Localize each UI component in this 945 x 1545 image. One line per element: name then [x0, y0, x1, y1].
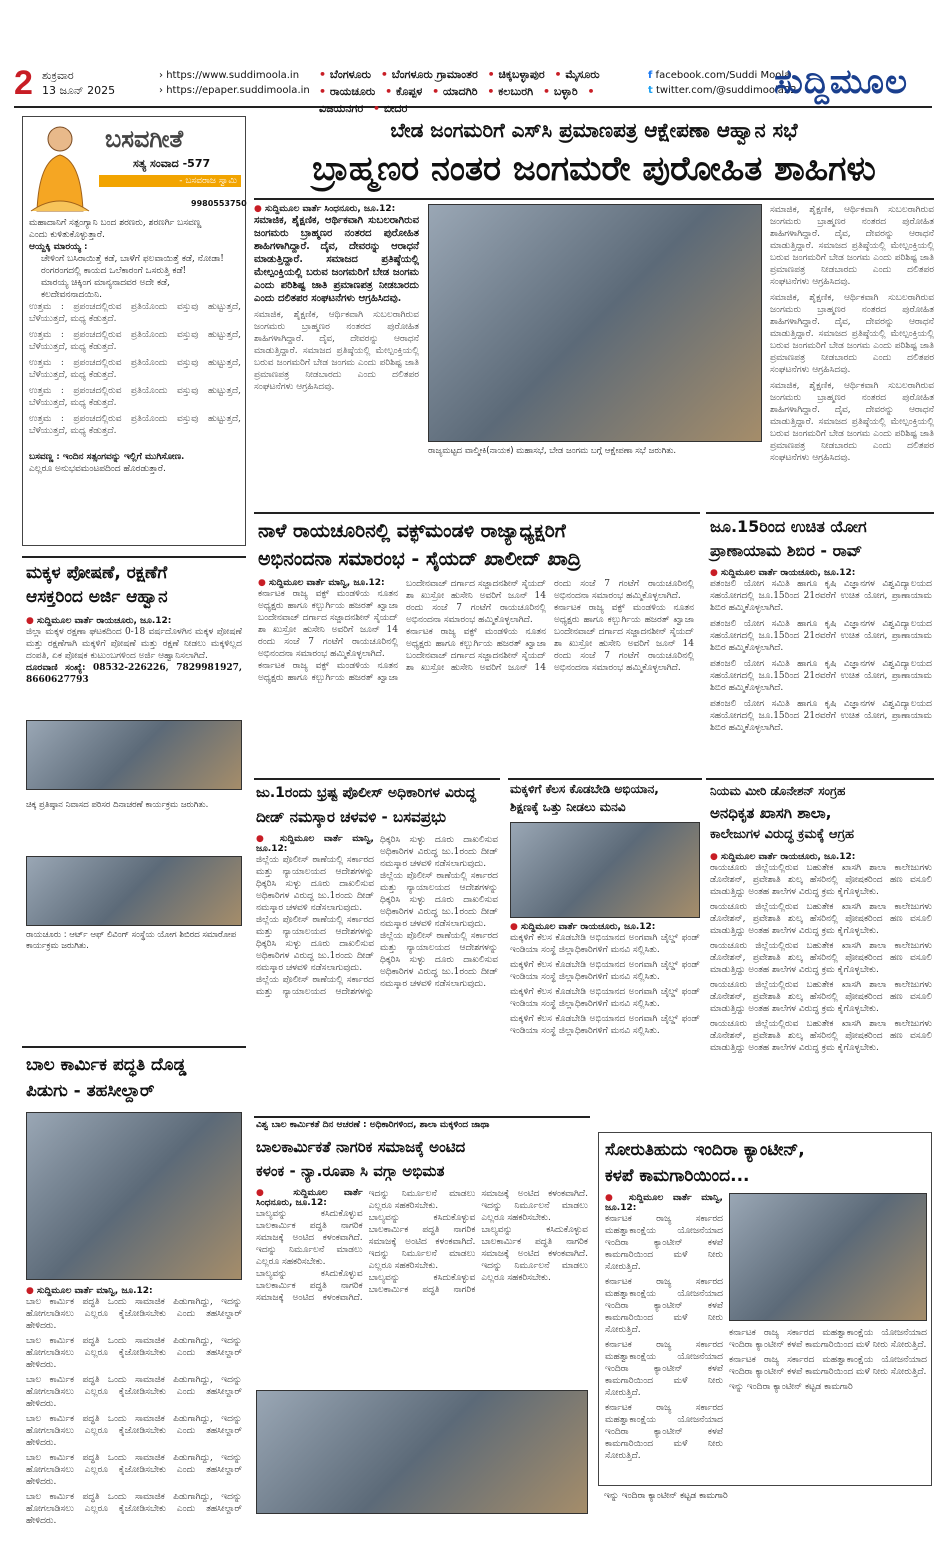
city-row-2	[319, 83, 644, 117]
facebook-link[interactable]: f facebook.com/Suddi Moola	[648, 70, 791, 81]
column-author: - ಬಸವರಾಜ ಸ್ವಾಮಿ	[99, 175, 241, 187]
lead-kicker: ಬೇಡ ಜಂಗಮರಿಗೆ ಎಸ್‌ಸಿ ಪ್ರಮಾಣಪತ್ರ ಆಕ್ಷೇಪಣಾ ಆಹ್ವಾನ ಸಭೆ	[390, 118, 798, 142]
waqf-body: ● ಸುದ್ದಿಮೂಲ ವಾರ್ತೆ ಮಾನ್ವಿ, ಜೂ.12: ಕರ್ನಾಟಕ ರಾಜ್ಯ ವಕ್ಫ್ ಮಂಡಳಿಯ ನೂತನ ಅಧ್ಯಕ್ಷರು ಹಾಗೂ ಕಲ್ಬುರ್ಗಿಯ ಹಜರತ್ ಖ್ವಾಜಾ ಬಂದೇನವಾಜ್ ದರ್ಗಾದ ಸಜ್ಜಾದನಶೀನ್ ಸೈಯದ್ ಶಾ ಖುಸ್ರೋ ಹುಸೇನಿ ಅವರಿಗೆ ಜೂನ್ 14 ರಂದು ಸಂಜೆ 7 ಗಂಟೆಗೆ ರಾಯಚೂರಿನಲ್ಲಿ ಅಭಿನಂದನಾ ಸಮಾರಂಭ ಹಮ್ಮಿಕೊಳ್ಳಲಾಗಿದೆ. ಕರ್ನಾಟಕ ರಾಜ್ಯ ವಕ್ಫ್ ಮಂಡಳಿಯ ನೂತನ ಅಧ್ಯಕ್ಷರು ಹಾಗೂ ಕಲ್ಬುರ್ಗಿಯ ಹಜರತ್ ಖ್ವಾಜಾ ಬಂದೇನವಾಜ್ ದರ್ಗಾದ ಸಜ್ಜಾದನಶೀನ್ ಸೈಯದ್ ಶಾ ಖುಸ್ರೋ ಹುಸೇನಿ ಅವರಿಗೆ ಜೂನ್ 14 ರಂದು ಸಂಜೆ 7 ಗಂಟೆಗೆ ರಾಯಚೂರಿನಲ್ಲಿ ಅಭಿನಂದನಾ ಸಮಾರಂಭ ಹಮ್ಮಿಕೊಳ್ಳಲಾಗಿದೆ. ಕರ್ನಾಟಕ ರಾಜ್ಯ ವಕ್ಫ್ ಮಂಡಳಿಯ ನೂತನ ಅಧ್ಯಕ್ಷರು ಹಾಗೂ ಕಲ್ಬುರ್ಗಿಯ ಹಜರತ್ ಖ್ವಾಜಾ ಬಂದೇನವಾಜ್ ದರ್ಗಾದ ಸಜ್ಜಾದನಶೀನ್ ಸೈಯದ್ ಶಾ ಖುಸ್ರೋ ಹುಸೇನಿ ಅವರಿಗೆ ಜೂನ್ 14 ರಂದು ಸಂಜೆ 7 ಗಂಟೆಗೆ ರಾಯಚೂರಿನಲ್ಲಿ ಅಭಿನಂದನಾ ಸಮಾರಂಭ ಹಮ್ಮಿಕೊಳ್ಳಲಾಗಿದೆ. ಕರ್ನಾಟಕ ರಾಜ್ಯ ವಕ್ಫ್ ಮಂಡಳಿಯ ನೂತನ ಅಧ್ಯಕ್ಷರು ಹಾಗೂ ಕಲ್ಬುರ್ಗಿಯ ಹಜರತ್ ಖ್ವಾಜಾ ಬಂದೇನವಾಜ್ ದರ್ಗಾದ ಸಜ್ಜಾದನಶೀನ್ ಸೈಯದ್ ಶಾ ಖುಸ್ರೋ ಹುಸೇನಿ ಅವರಿಗೆ ಜೂನ್ 14 ರಂದು ಸಂಜೆ 7 ಗಂಟೆಗೆ ರಾಯಚೂರಿನಲ್ಲಿ ಅಭಿನಂದನಾ ಸಮಾರಂಭ ಹಮ್ಮಿಕೊಳ್ಳಲಾಗಿದೆ.	[258, 578, 694, 773]
website-link[interactable]: › https://www.suddimoola.in	[159, 70, 300, 81]
stigma-photo	[256, 1390, 588, 1514]
issue-date-text: 13 ಜೂನ್ 2025	[42, 84, 116, 97]
teaching-headline-2: ಶಿಕ್ಷಣಕ್ಕೆ ಒತ್ತು ನೀಡಲು ಮನವಿ	[510, 800, 626, 814]
nutrition-body: ● ಸುದ್ದಿಮೂಲ ವಾರ್ತೆ ರಾಯಚೂರು, ಜೂ.12: ಜಿಲ್ಲಾ ಮಕ್ಕಳ ರಕ್ಷಣಾ ಘಟಕದಿಂದ 0-18 ವರ್ಷದೊಳಗಿನ ಮಕ್ಕಳ ಪೋಷಣೆ ಮತ್ತು ರಕ್ಷಣೆಗಾಗಿ ಮಕ್ಕಳಿಗೆ ಪೋಷಣೆ ಮತ್ತು ರಕ್ಷಣೆ ನೀಡಲು ಮಕ್ಕಳಿಲ್ಲದ ದಂಪತಿ, ಏಕ ಪೋಷಕ ಕುಟುಂಬಗಳಿಂದ ಅರ್ಜಿ ಆಹ್ವಾನಿಸಲಾಗಿದೆ. ದೂರವಾಣಿ ಸಂಖ್ಯೆ: 08532-226226, 7829981927, 8660627793	[26, 616, 242, 716]
page-number: 2	[14, 64, 33, 102]
lead-rule	[254, 198, 934, 200]
lead-headline: ಬ್ರಾಹ್ಮಣರ ನಂತರ ಜಂಗಮರೇ ಪುರೋಹಿತ ಶಾಹಿಗಳು	[312, 149, 876, 189]
stigma-story	[254, 1116, 590, 1516]
column-phone: 9980553750	[191, 199, 247, 208]
column-body: ಮಹಾದಾನಿಗೆ ಸತ್ಪಂಗ್ಯಾನಿ ಬಂದ ಶರಣರು, ಶರಣರ್ಗಿ ಬಸವಣ್ಣ ಎಂದು ಕುಳಿತುಕೊಳ್ಳುತ್ತಾರೆ. ಆಯ್ದಕ್ಕಿ ಮಾರಯ್ಯ : ಚೇಳಿಂಗೆ ಬಸಿರಾಯಿತ್ತೆ ಕಡೆ, ಬಾಳೆಗೆ ಫಲವಾಯಿತ್ತೆ ಕಡೆ, ನೋಡಾ! ರಂಗರಂಗದಲ್ಲಿ ಕಾಯದ ಒಲೆಕಾರಂಗೆ ಒಸರುತ್ತಿ ಕಡೆ! ಮಾರಯ್ಯ ಚಿಕ್ಕಿಂಗ ಮಾನ್ಯನಾದವರ ಅದೇ ಕಡೆ, ಕಲದೇವನನಾದಯಿನಿ. ಉತ್ತಮ : ಪ್ರಪಂಚದಲ್ಲಿರುವ ಪ್ರತಿಯೊಂದು ವಸ್ತುವು ಹುಟ್ಟುತ್ತದೆ, ಬೆಳೆಯುತ್ತದೆ, ಮಧ್ಯ ಕೆಡುತ್ತದೆ. ಉತ್ತಮ : ಪ್ರಪಂಚದಲ್ಲಿರುವ ಪ್ರತಿಯೊಂದು ವಸ್ತುವು ಹುಟ್ಟುತ್ತದೆ, ಬೆಳೆಯುತ್ತದೆ, ಮಧ್ಯ ಕೆಡುತ್ತದೆ. ಉತ್ತಮ : ಪ್ರಪಂಚದಲ್ಲಿರುವ ಪ್ರತಿಯೊಂದು ವಸ್ತುವು ಹುಟ್ಟುತ್ತದೆ, ಬೆಳೆಯುತ್ತದೆ, ಮಧ್ಯ ಕೆಡುತ್ತದೆ. ಉತ್ತಮ : ಪ್ರಪಂಚದಲ್ಲಿರುವ ಪ್ರತಿಯೊಂದು ವಸ್ತುವು ಹುಟ್ಟುತ್ತದೆ, ಬೆಳೆಯುತ್ತದೆ, ಮಧ್ಯ ಕೆಡುತ್ತದೆ. ಉತ್ತಮ : ಪ್ರಪಂಚದಲ್ಲಿರುವ ಪ್ರತಿಯೊಂದು ವಸ್ತುವು ಹುಟ್ಟುತ್ತದೆ, ಬೆಳೆಯುತ್ತದೆ, ಮಧ್ಯ ಕೆಡುತ್ತದೆ. ಬಸವಣ್ಣ : ಇಂದಿನ ಸತ್ಸಂಗವನ್ನು ಇಲ್ಲಿಗೆ ಮುಗಿಸೋಣ. ಎಲ್ಲರೂ ಅನುಭವಮಂಟಪದಿಂದ ಹೊರಡುತ್ತಾರೆ.	[29, 218, 241, 474]
police-headline-2: ದೀಡ್ ನಮಸ್ಕಾರ ಚಳವಳಿ - ಬಸವಪ್ರಭು	[256, 808, 447, 826]
web-links	[159, 68, 310, 98]
basava-geethe-column	[22, 116, 246, 546]
photo-1-caption: ಚಿಕ್ಕ ಪ್ರತಿಷ್ಠಾನ ನಿವಾಸದ ಪರಿಸರ ದಿನಾಚರಣೆ ಕಾರ್ಯಕ್ರಮ ಜರುಗಿತು.	[26, 800, 209, 810]
child-labor-headline-2: ಪಿಡುಗು - ತಹಸೀಲ್ದಾರ್	[26, 1081, 155, 1101]
canteen-headline-1: ಸೋರುತಿಹುದು ಇಂದಿರಾ ಕ್ಯಾಂಟೀನ್,	[605, 1140, 805, 1160]
lead-story	[254, 116, 934, 511]
stigma-kicker: ವಿಶ್ವ ಬಾಲ ಕಾರ್ಮಿಕತೆ ದಿನ ಆಚರಣೆ : ಅಧಿಕಾರಿಗಳಿಂದ, ಶಾಲಾ ಮಕ್ಕಳಿಂದ ಜಾಥಾ	[256, 1120, 490, 1130]
child-labor-story	[22, 1046, 246, 1526]
column-title: ಬಸವಗೀತೆ	[105, 125, 184, 153]
masthead	[14, 62, 932, 115]
city-ballari[interactable]: • ಬಳ್ಳಾರಿ	[543, 85, 578, 98]
lead-right-column: ಸಮಾಜಿಕ, ಶೈಕ್ಷಣಿಕ, ಆರ್ಥಿಕವಾಗಿ ಸುಬಲರಾಗಿರುವ ಜಂಗಮರು ಬ್ರಾಹ್ಮಣರ ನಂತರದ ಪುರೋಹಿತ ಶಾಹಿಗಳಾಗಿದ್ದಾರೆ. ದೈವ, ದೇವರನ್ನು ಆರಾಧನೆ ಮಾಡುತ್ತಿದ್ದಾರೆ. ಸಮಾಜದ ಪ್ರತಿಷ್ಠೆಯಲ್ಲಿ ಮೇಲ್ಪಂಕ್ತಿಯಲ್ಲಿ ಬರುವ ಜಂಗಮರಿಗೆ ಬೇಡ ಜಂಗಮ ಎಂದು ಪರಿಶಿಷ್ಟ ಜಾತಿ ಪ್ರಮಾಣಪತ್ರ ನೀಡಬಾರದು ಎಂದು ದಲಿತಪರ ಸಂಘಟನೆಗಳು ಆಗ್ರಹಿಸಿದವು. ಸಮಾಜಿಕ, ಶೈಕ್ಷಣಿಕ, ಆರ್ಥಿಕವಾಗಿ ಸುಬಲರಾಗಿರುವ ಜಂಗಮರು ಬ್ರಾಹ್ಮಣರ ನಂತರದ ಪುರೋಹಿತ ಶಾಹಿಗಳಾಗಿದ್ದಾರೆ. ದೈವ, ದೇವರನ್ನು ಆರಾಧನೆ ಮಾಡುತ್ತಿದ್ದಾರೆ. ಸಮಾಜದ ಪ್ರತಿಷ್ಠೆಯಲ್ಲಿ ಮೇಲ್ಪಂಕ್ತಿಯಲ್ಲಿ ಬರುವ ಜಂಗಮರಿಗೆ ಬೇಡ ಜಂಗಮ ಎಂದು ಪರಿಶಿಷ್ಟ ಜಾತಿ ಪ್ರಮಾಣಪತ್ರ ನೀಡಬಾರದು ಎಂದು ದಲಿತಪರ ಸಂಘಟನೆಗಳು ಆಗ್ರಹಿಸಿದವು. ಸಮಾಜಿಕ, ಶೈಕ್ಷಣಿಕ, ಆರ್ಥಿಕವಾಗಿ ಸುಬಲರಾಗಿರುವ ಜಂಗಮರು ಬ್ರಾಹ್ಮಣರ ನಂತರದ ಪುರೋಹಿತ ಶಾಹಿಗಳಾಗಿದ್ದಾರೆ. ದೈವ, ದೇವರನ್ನು ಆರಾಧನೆ ಮಾಡುತ್ತಿದ್ದಾರೆ. ಸಮಾಜದ ಪ್ರತಿಷ್ಠೆಯಲ್ಲಿ ಮೇಲ್ಪಂಕ್ತಿಯಲ್ಲಿ ಬರುವ ಜಂಗಮರಿಗೆ ಬೇಡ ಜಂಗಮ ಎಂದು ಪರಿಶಿಷ್ಟ ಜಾತಿ ಪ್ರಮಾಣಪತ್ರ ನೀಡಬಾರದು ಎಂದು ದಲಿತಪರ ಸಂಘಟನೆಗಳು ಆಗ್ರಹಿಸಿದವು.	[770, 205, 934, 463]
police-headline-1: ಜು.1ರಂದು ಭ್ರಷ್ಟ ಪೊಲೀಸ್ ಅಧಿಕಾರಿಗಳ ವಿರುದ್ಧ	[256, 785, 476, 801]
canteen-photo	[729, 1193, 927, 1321]
city-kalaburagi[interactable]: • ಕಲಬುರಗಿ	[487, 85, 533, 98]
photo-2-caption: ರಾಯಚೂರು : ಆರ್ಟ್ ಆಫ್ ಲಿವಿಂಗ್ ಸಂಸ್ಥೆಯ ಯೋಗ ಶಿಬಿರದ ಸಮಾರೋಪ ಕಾರ್ಯಕ್ರಮ ಜರುಗಿತು.	[26, 930, 237, 951]
lead-intro-column: ● ಸುದ್ದಿಮೂಲ ವಾರ್ತೆ ಸಿಂಧನೂರು, ಜೂ.12: ಸಮಾಜಿಕ, ಶೈಕ್ಷಣಿಕ, ಆರ್ಥಿಕವಾಗಿ ಸುಬಲರಾಗಿರುವ ಜಂಗಮರು ಬ್ರಾಹ್ಮಣರ ನಂತರದ ಪುರೋಹಿತ ಶಾಹಿಗಳಾಗಿದ್ದಾರೆ. ದೈವ, ದೇವರನ್ನು ಆರಾಧನೆ ಮಾಡುತ್ತಿದ್ದಾರೆ. ಸಮಾಜದ ಪ್ರತಿಷ್ಠೆಯಲ್ಲಿ ಮೇಲ್ಪಂಕ್ತಿಯಲ್ಲಿ ಬರುವ ಜಂಗಮರಿಗೆ ಬೇಡ ಜಂಗಮ ಎಂದು ಪರಿಶಿಷ್ಟ ಜಾತಿ ಪ್ರಮಾಣಪತ್ರ ನೀಡಬಾರದು ಎಂದು ದಲಿತಪರ ಸಂಘಟನೆಗಳು ಆಗ್ರಹಿಸಿದವು. ಸಮಾಜಿಕ, ಶೈಕ್ಷಣಿಕ, ಆರ್ಥಿಕವಾಗಿ ಸುಬಲರಾಗಿರುವ ಜಂಗಮರು ಬ್ರಾಹ್ಮಣರ ನಂತರದ ಪುರೋಹಿತ ಶಾಹಿಗಳಾಗಿದ್ದಾರೆ. ದೈವ, ದೇವರನ್ನು ಆರಾಧನೆ ಮಾಡುತ್ತಿದ್ದಾರೆ. ಸಮಾಜದ ಪ್ರತಿಷ್ಠೆಯಲ್ಲಿ ಮೇಲ್ಪಂಕ್ತಿಯಲ್ಲಿ ಬರುವ ಜಂಗಮರಿಗೆ ಬೇಡ ಜಂಗಮ ಎಂದು ಪರಿಶಿಷ್ಟ ಜಾತಿ ಪ್ರಮಾಣಪತ್ರ ನೀಡಬಾರದು ಎಂದು ದಲಿತಪರ ಸಂಘಟನೆಗಳು ಆಗ್ರಹಿಸಿದವು.	[254, 204, 419, 449]
stigma-headline-2: ಕಳಂಕ - ನ್ಯಾ.ರೂಪಾ ಸಿ ವಗ್ಗಾ ಅಭಿಮತ	[256, 1162, 445, 1180]
epaper-link[interactable]: › https://epaper.suddimoola.in	[159, 85, 310, 96]
child-labor-body: ● ಸುದ್ದಿಮೂಲ ವಾರ್ತೆ ಮಾನ್ವಿ, ಜೂ.12: ಬಾಲ ಕಾರ್ಮಿಕ ಪದ್ಧತಿ ಒಂದು ಸಾಮಾಜಿಕ ಪಿಡುಗಾಗಿದ್ದು, ಇದನ್ನು ಹೋಗಲಾಡಿಸಲು ಎಲ್ಲರೂ ಕೈಜೋಡಿಸಬೇಕು ಎಂದು ತಹಸೀಲ್ದಾರ್ ಹೇಳಿದರು. ಬಾಲ ಕಾರ್ಮಿಕ ಪದ್ಧತಿ ಒಂದು ಸಾಮಾಜಿಕ ಪಿಡುಗಾಗಿದ್ದು, ಇದನ್ನು ಹೋಗಲಾಡಿಸಲು ಎಲ್ಲರೂ ಕೈಜೋಡಿಸಬೇಕು ಎಂದು ತಹಸೀಲ್ದಾರ್ ಹೇಳಿದರು. ಬಾಲ ಕಾರ್ಮಿಕ ಪದ್ಧತಿ ಒಂದು ಸಾಮಾಜಿಕ ಪಿಡುಗಾಗಿದ್ದು, ಇದನ್ನು ಹೋಗಲಾಡಿಸಲು ಎಲ್ಲರೂ ಕೈಜೋಡಿಸಬೇಕು ಎಂದು ತಹಸೀಲ್ದಾರ್ ಹೇಳಿದರು. ಬಾಲ ಕಾರ್ಮಿಕ ಪದ್ಧತಿ ಒಂದು ಸಾಮಾಜಿಕ ಪಿಡುಗಾಗಿದ್ದು, ಇದನ್ನು ಹೋಗಲಾಡಿಸಲು ಎಲ್ಲರೂ ಕೈಜೋಡಿಸಬೇಕು ಎಂದು ತಹಸೀಲ್ದಾರ್ ಹೇಳಿದರು. ಬಾಲ ಕಾರ್ಮಿಕ ಪದ್ಧತಿ ಒಂದು ಸಾಮಾಜಿಕ ಪಿಡುಗಾಗಿದ್ದು, ಇದನ್ನು ಹೋಗಲಾಡಿಸಲು ಎಲ್ಲರೂ ಕೈಜೋಡಿಸಬೇಕು ಎಂದು ತಹಸೀಲ್ದಾರ್ ಹೇಳಿದರು. ಬಾಲ ಕಾರ್ಮಿಕ ಪದ್ಧತಿ ಒಂದು ಸಾಮಾಜಿಕ ಪಿಡುಗಾಗಿದ್ದು, ಇದನ್ನು ಹೋಗಲಾಡಿಸಲು ಎಲ್ಲರೂ ಕೈಜೋಡಿಸಬೇಕು ಎಂದು ತಹಸೀಲ್ದಾರ್ ಹೇಳಿದರು.	[26, 1286, 242, 1514]
donation-story	[706, 778, 934, 1112]
city-raichur[interactable]: • ರಾಯಚೂರು	[319, 85, 375, 98]
city-bengaluru-rural[interactable]: • ಬೆಂಗಳೂರು ಗ್ರಾಮಾಂತರ	[381, 68, 478, 81]
waqf-story	[254, 512, 700, 774]
nutrition-headline-2: ಆಸಕ್ತರಿಂದ ಅರ್ಜಿ ಆಹ್ವಾನ	[26, 587, 168, 607]
canteen-body-2: ಕರ್ನಾಟಕ ರಾಜ್ಯ ಸರ್ಕಾರದ ಮಹತ್ವಾಕಾಂಕ್ಷೆಯ ಯೋಜನೆಯಾದ ಇಂದಿರಾ ಕ್ಯಾಂಟೀನ್ ಕಳಪೆ ಕಾಮಗಾರಿಯಿಂದ ಮಳೆ ನೀರು ಸೋರುತ್ತಿದೆ. ಕರ್ನಾಟಕ ರಾಜ್ಯ ಸರ್ಕಾರದ ಮಹತ್ವಾಕಾಂಕ್ಷೆಯ ಯೋಜನೆಯಾದ ಇಂದಿರಾ ಕ್ಯಾಂಟೀನ್ ಕಳಪೆ ಕಾಮಗಾರಿಯಿಂದ ಮಳೆ ನೀರು ಸೋರುತ್ತಿದೆ. ಇನ್ನು ಇಂದಿರಾ ಕ್ಯಾಂಟೀನ್ ಕಟ್ಟಡ ಕಾಮಗಾರಿ	[729, 1328, 927, 1392]
canteen-body: ● ಸುದ್ದಿಮೂಲ ವಾರ್ತೆ ಮಾನ್ವಿ, ಜೂ.12: ಕರ್ನಾಟಕ ರಾಜ್ಯ ಸರ್ಕಾರದ ಮಹತ್ವಾಕಾಂಕ್ಷೆಯ ಯೋಜನೆಯಾದ ಇಂದಿರಾ ಕ್ಯಾಂಟೀನ್ ಕಳಪೆ ಕಾಮಗಾರಿಯಿಂದ ಮಳೆ ನೀರು ಸೋರುತ್ತಿದೆ. ಕರ್ನಾಟಕ ರಾಜ್ಯ ಸರ್ಕಾರದ ಮಹತ್ವಾಕಾಂಕ್ಷೆಯ ಯೋಜನೆಯಾದ ಇಂದಿರಾ ಕ್ಯಾಂಟೀನ್ ಕಳಪೆ ಕಾಮಗಾರಿಯಿಂದ ಮಳೆ ನೀರು ಸೋರುತ್ತಿದೆ. ಕರ್ನಾಟಕ ರಾಜ್ಯ ಸರ್ಕಾರದ ಮಹತ್ವಾಕಾಂಕ್ಷೆಯ ಯೋಜನೆಯಾದ ಇಂದಿರಾ ಕ್ಯಾಂಟೀನ್ ಕಳಪೆ ಕಾಮಗಾರಿಯಿಂದ ಮಳೆ ನೀರು ಸೋರುತ್ತಿದೆ. ಕರ್ನಾಟಕ ರಾಜ್ಯ ಸರ್ಕಾರದ ಮಹತ್ವಾಕಾಂಕ್ಷೆಯ ಯೋಜನೆಯಾದ ಇಂದಿರಾ ಕ್ಯಾಂಟೀನ್ ಕಳಪೆ ಕಾಮಗಾರಿಯಿಂದ ಮಳೆ ನೀರು ಸೋರುತ್ತಿದೆ.	[605, 1193, 723, 1483]
issue-date	[42, 68, 115, 98]
twitter-icon: t	[648, 85, 653, 96]
stigma-body: ● ಸುದ್ದಿಮೂಲ ವಾರ್ತೆ ಸಿಂಧನೂರು, ಜೂ.12: ಬಾಲ್ಯವನ್ನು ಕಸಿದುಕೊಳ್ಳುವ ಬಾಲಕಾರ್ಮಿಕ ಪದ್ಧತಿ ನಾಗರಿಕ ಸಮಾಜಕ್ಕೆ ಅಂಟಿದ ಕಳಂಕವಾಗಿದೆ. ಇದನ್ನು ನಿರ್ಮೂಲನೆ ಮಾಡಲು ಎಲ್ಲರೂ ಸಹಕರಿಸಬೇಕು. ಬಾಲ್ಯವನ್ನು ಕಸಿದುಕೊಳ್ಳುವ ಬಾಲಕಾರ್ಮಿಕ ಪದ್ಧತಿ ನಾಗರಿಕ ಸಮಾಜಕ್ಕೆ ಅಂಟಿದ ಕಳಂಕವಾಗಿದೆ. ಇದನ್ನು ನಿರ್ಮೂಲನೆ ಮಾಡಲು ಎಲ್ಲರೂ ಸಹಕರಿಸಬೇಕು. ಬಾಲ್ಯವನ್ನು ಕಸಿದುಕೊಳ್ಳುವ ಬಾಲಕಾರ್ಮಿಕ ಪದ್ಧತಿ ನಾಗರಿಕ ಸಮಾಜಕ್ಕೆ ಅಂಟಿದ ಕಳಂಕವಾಗಿದೆ. ಇದನ್ನು ನಿರ್ಮೂಲನೆ ಮಾಡಲು ಎಲ್ಲರೂ ಸಹಕರಿಸಬೇಕು. ಬಾಲ್ಯವನ್ನು ಕಸಿದುಕೊಳ್ಳುವ ಬಾಲಕಾರ್ಮಿಕ ಪದ್ಧತಿ ನಾಗರಿಕ ಸಮಾಜಕ್ಕೆ ಅಂಟಿದ ಕಳಂಕವಾಗಿದೆ. ಇದನ್ನು ನಿರ್ಮೂಲನೆ ಮಾಡಲು ಎಲ್ಲರೂ ಸಹಕರಿಸಬೇಕು. ಬಾಲ್ಯವನ್ನು ಕಸಿದುಕೊಳ್ಳುವ ಬಾಲಕಾರ್ಮಿಕ ಪದ್ಧತಿ ನಾಗರಿಕ ಸಮಾಜಕ್ಕೆ ಅಂಟಿದ ಕಳಂಕವಾಗಿದೆ. ಇದನ್ನು ನಿರ್ಮೂಲನೆ ಮಾಡಲು ಎಲ್ಲರೂ ಸಹಕರಿಸಬೇಕು.	[256, 1188, 588, 1384]
teaching-photo	[510, 822, 700, 918]
photo-2	[26, 856, 242, 926]
column-issue: ಸತ್ಯ ಸಂವಾದ -577	[133, 157, 211, 170]
donation-headline-2: ಕಾಲೇಜುಗಳ ವಿರುದ್ಧ ಕ್ರಮಕ್ಕೆ ಆಗ್ರಹ	[710, 827, 855, 842]
city-bidar[interactable]: • ಬೀದರ	[373, 102, 407, 115]
child-labor-headline-1: ಬಾಲ ಕಾರ್ಮಿಕ ಪದ್ಧತಿ ದೊಡ್ಡ	[26, 1055, 187, 1075]
sage-illustration	[27, 121, 93, 213]
city-yadgir[interactable]: • ಯಾದಗಿರಿ	[432, 85, 477, 98]
canteen-headline-2: ಕಳಪೆ ಕಾಮಗಾರಿಯಿಂದ...	[605, 1166, 750, 1186]
nutrition-story	[22, 556, 246, 796]
lead-photo-caption: ರಾಜ್ಯಮಟ್ಟದ ವಾಲ್ಮೀಕಿ(ನಾಯಕ) ಮಹಾಸಭೆ, ಬೇಡ ಜಂಗಮ ಬಗ್ಗೆ ಆಕ್ಷೇಪಣಾ ಸಭೆ ಜರುಗಿತು.	[428, 446, 677, 456]
twitter-link[interactable]: t twitter.com/@suddimoola22	[648, 85, 797, 96]
donation-headline-1: ಅನಧಿಕೃತ ಖಾಸಗಿ ಶಾಲಾ,	[710, 804, 832, 822]
lead-photo	[428, 204, 762, 442]
city-row-1	[319, 66, 644, 83]
city-mysuru[interactable]: • ಮೈಸೂರು	[555, 68, 600, 81]
yoga-body: ● ಸುದ್ದಿಮೂಲ ವಾರ್ತೆ ರಾಯಚೂರು, ಜೂ.12: ಪತಂಜಲಿ ಯೋಗ ಸಮಿತಿ ಹಾಗೂ ಕೃಷಿ ವಿಜ್ಞಾನಗಳ ವಿಶ್ವವಿದ್ಯಾಲಯದ ಸಹಯೋಗದಲ್ಲಿ ಜೂ.15ರಿಂದ 21ರವರೆಗೆ ಉಚಿತ ಯೋಗ, ಪ್ರಾಣಾಯಾಮ ಶಿಬಿರ ಹಮ್ಮಿಕೊಳ್ಳಲಾಗಿದೆ. ಪತಂಜಲಿ ಯೋಗ ಸಮಿತಿ ಹಾಗೂ ಕೃಷಿ ವಿಜ್ಞಾನಗಳ ವಿಶ್ವವಿದ್ಯಾಲಯದ ಸಹಯೋಗದಲ್ಲಿ ಜೂ.15ರಿಂದ 21ರವರೆಗೆ ಉಚಿತ ಯೋಗ, ಪ್ರಾಣಾಯಾಮ ಶಿಬಿರ ಹಮ್ಮಿಕೊಳ್ಳಲಾಗಿದೆ. ಪತಂಜಲಿ ಯೋಗ ಸಮಿತಿ ಹಾಗೂ ಕೃಷಿ ವಿಜ್ಞಾನಗಳ ವಿಶ್ವವಿದ್ಯಾಲಯದ ಸಹಯೋಗದಲ್ಲಿ ಜೂ.15ರಿಂದ 21ರವರೆಗೆ ಉಚಿತ ಯೋಗ, ಪ್ರಾಣಾಯಾಮ ಶಿಬಿರ ಹಮ್ಮಿಕೊಳ್ಳಲಾಗಿದೆ. ಪತಂಜಲಿ ಯೋಗ ಸಮಿತಿ ಹಾಗೂ ಕೃಷಿ ವಿಜ್ಞಾನಗಳ ವಿಶ್ವವಿದ್ಯಾಲಯದ ಸಹಯೋಗದಲ್ಲಿ ಜೂ.15ರಿಂದ 21ರವರೆಗೆ ಉಚಿತ ಯೋಗ, ಪ್ರಾಣಾಯಾಮ ಶಿಬಿರ ಹಮ್ಮಿಕೊಳ್ಳಲಾಗಿದೆ.	[710, 568, 932, 773]
teaching-headline-1: ಮಕ್ಕಳಿಗೆ ಕೆಲಸ ಕೊಡಬೇಡಿ ಅಭಿಯಾನ,	[510, 782, 659, 796]
stigma-headline-1: ಬಾಲಕಾರ್ಮಿಕತೆ ನಾಗರಿಕ ಸಮಾಜಕ್ಕೆ ಅಂಟಿದ	[256, 1138, 466, 1156]
facebook-icon: f	[648, 70, 653, 81]
child-labor-photo	[26, 1112, 242, 1280]
yoga-headline-1: ಜೂ.15ರಿಂದ ಉಚಿತ ಯೋಗ	[710, 517, 867, 536]
canteen-tail: ಇನ್ನು ಇಂದಿರಾ ಕ್ಯಾಂಟೀನ್ ಕಟ್ಟಡ ಕಾಮಗಾರಿ	[604, 1491, 728, 1501]
city-vijayanagar[interactable]: • ವಿಜಯನಗರ	[319, 85, 595, 115]
newspaper-logo: ಸುದ್ದಿಮೂಲ	[774, 62, 908, 102]
donation-body: ● ಸುದ್ದಿಮೂಲ ವಾರ್ತೆ ರಾಯಚೂರು, ಜೂ.12: ರಾಯಚೂರು ಜಿಲ್ಲೆಯಲ್ಲಿರುವ ಬಹುತೇಕ ಖಾಸಗಿ ಶಾಲಾ ಕಾಲೇಜುಗಳು ಡೊನೇಶನ್, ಪ್ರವೇಶಾತಿ ಶುಲ್ಕ ಹೆಸರಿನಲ್ಲಿ ಪೋಷಕರಿಂದ ಹಣ ವಸೂಲಿ ಮಾಡುತ್ತಿದ್ದು ಅಂತಹ ಶಾಲೆಗಳ ವಿರುದ್ಧ ಕ್ರಮ ಕೈಗೊಳ್ಳಬೇಕು. ರಾಯಚೂರು ಜಿಲ್ಲೆಯಲ್ಲಿರುವ ಬಹುತೇಕ ಖಾಸಗಿ ಶಾಲಾ ಕಾಲೇಜುಗಳು ಡೊನೇಶನ್, ಪ್ರವೇಶಾತಿ ಶುಲ್ಕ ಹೆಸರಿನಲ್ಲಿ ಪೋಷಕರಿಂದ ಹಣ ವಸೂಲಿ ಮಾಡುತ್ತಿದ್ದು ಅಂತಹ ಶಾಲೆಗಳ ವಿರುದ್ಧ ಕ್ರಮ ಕೈಗೊಳ್ಳಬೇಕು. ರಾಯಚೂರು ಜಿಲ್ಲೆಯಲ್ಲಿರುವ ಬಹುತೇಕ ಖಾಸಗಿ ಶಾಲಾ ಕಾಲೇಜುಗಳು ಡೊನೇಶನ್, ಪ್ರವೇಶಾತಿ ಶುಲ್ಕ ಹೆಸರಿನಲ್ಲಿ ಪೋಷಕರಿಂದ ಹಣ ವಸೂಲಿ ಮಾಡುತ್ತಿದ್ದು ಅಂತಹ ಶಾಲೆಗಳ ವಿರುದ್ಧ ಕ್ರಮ ಕೈಗೊಳ್ಳಬೇಕು. ರಾಯಚೂರು ಜಿಲ್ಲೆಯಲ್ಲಿರುವ ಬಹುತೇಕ ಖಾಸಗಿ ಶಾಲಾ ಕಾಲೇಜುಗಳು ಡೊನೇಶನ್, ಪ್ರವೇಶಾತಿ ಶುಲ್ಕ ಹೆಸರಿನಲ್ಲಿ ಪೋಷಕರಿಂದ ಹಣ ವಸೂಲಿ ಮಾಡುತ್ತಿದ್ದು ಅಂತಹ ಶಾಲೆಗಳ ವಿರುದ್ಧ ಕ್ರಮ ಕೈಗೊಳ್ಳಬೇಕು. ರಾಯಚೂರು ಜಿಲ್ಲೆಯಲ್ಲಿರುವ ಬಹುತೇಕ ಖಾಸಗಿ ಶಾಲಾ ಕಾಲೇಜುಗಳು ಡೊನೇಶನ್, ಪ್ರವೇಶಾತಿ ಶುಲ್ಕ ಹೆಸರಿನಲ್ಲಿ ಪೋಷಕರಿಂದ ಹಣ ವಸೂಲಿ ಮಾಡುತ್ತಿದ್ದು ಅಂತಹ ಶಾಲೆಗಳ ವಿರುದ್ಧ ಕ್ರಮ ಕೈಗೊಳ್ಳಬೇಕು.	[710, 852, 932, 1110]
city-chikkaballapur[interactable]: • ಚಿಕ್ಕಬಳ್ಳಾಪುರ	[488, 68, 545, 81]
teaching-story	[508, 778, 702, 1112]
nutrition-photo	[26, 720, 242, 790]
police-story	[254, 778, 500, 1112]
issue-day: ಶುಕ್ರವಾರ	[42, 69, 74, 82]
yoga-headline-2: ಪ್ರಾಣಾಯಾಮ ಶಿಬಿರ - ರಾವ್	[710, 541, 863, 560]
nutrition-headline-1: ಮಕ್ಕಳ ಪೋಷಣೆ, ರಕ್ಷಣೆಗೆ	[26, 563, 168, 583]
canteen-story	[598, 1132, 932, 1486]
police-body: ● ಸುದ್ದಿಮೂಲ ವಾರ್ತೆ ಮಾನ್ವಿ, ಜೂ.12: ಜಿಲ್ಲೆಯ ಪೊಲೀಸ್ ಠಾಣೆಯಲ್ಲಿ ಸರ್ಕಾರದ ಮತ್ತು ನ್ಯಾಯಾಲಯದ ಆದೇಶಗಳನ್ನು ಧಿಕ್ಕರಿಸಿ ಸುಳ್ಳು ದೂರು ದಾಖಲಿಸುವ ಅಧಿಕಾರಿಗಳ ವಿರುದ್ಧ ಜು.1ರಂದು ದೀಡ್ ನಮಸ್ಕಾರ ಚಳವಳಿ ನಡೆಸಲಾಗುವುದು. ಜಿಲ್ಲೆಯ ಪೊಲೀಸ್ ಠಾಣೆಯಲ್ಲಿ ಸರ್ಕಾರದ ಮತ್ತು ನ್ಯಾಯಾಲಯದ ಆದೇಶಗಳನ್ನು ಧಿಕ್ಕರಿಸಿ ಸುಳ್ಳು ದೂರು ದಾಖಲಿಸುವ ಅಧಿಕಾರಿಗಳ ವಿರುದ್ಧ ಜು.1ರಂದು ದೀಡ್ ನಮಸ್ಕಾರ ಚಳವಳಿ ನಡೆಸಲಾಗುವುದು. ಜಿಲ್ಲೆಯ ಪೊಲೀಸ್ ಠಾಣೆಯಲ್ಲಿ ಸರ್ಕಾರದ ಮತ್ತು ನ್ಯಾಯಾಲಯದ ಆದೇಶಗಳನ್ನು ಧಿಕ್ಕರಿಸಿ ಸುಳ್ಳು ದೂರು ದಾಖಲಿಸುವ ಅಧಿಕಾರಿಗಳ ವಿರುದ್ಧ ಜು.1ರಂದು ದೀಡ್ ನಮಸ್ಕಾರ ಚಳವಳಿ ನಡೆಸಲಾಗುವುದು. ಜಿಲ್ಲೆಯ ಪೊಲೀಸ್ ಠಾಣೆಯಲ್ಲಿ ಸರ್ಕಾರದ ಮತ್ತು ನ್ಯಾಯಾಲಯದ ಆದೇಶಗಳನ್ನು ಧಿಕ್ಕರಿಸಿ ಸುಳ್ಳು ದೂರು ದಾಖಲಿಸುವ ಅಧಿಕಾರಿಗಳ ವಿರುದ್ಧ ಜು.1ರಂದು ದೀಡ್ ನಮಸ್ಕಾರ ಚಳವಳಿ ನಡೆಸಲಾಗುವುದು. ಜಿಲ್ಲೆಯ ಪೊಲೀಸ್ ಠಾಣೆಯಲ್ಲಿ ಸರ್ಕಾರದ ಮತ್ತು ನ್ಯಾಯಾಲಯದ ಆದೇಶಗಳನ್ನು ಧಿಕ್ಕರಿಸಿ ಸುಳ್ಳು ದೂರು ದಾಖಲಿಸುವ ಅಧಿಕಾರಿಗಳ ವಿರುದ್ಧ ಜು.1ರಂದು ದೀಡ್ ನಮಸ್ಕಾರ ಚಳವಳಿ ನಡೆಸಲಾಗುವುದು.	[256, 834, 498, 1110]
waqf-headline-1: ನಾಳೆ ರಾಯಚೂರಿನಲ್ಲಿ ವಕ್ಫ್‌ಮಂಡಳಿ ರಾಜ್ಯಾಧ್ಯಕ್ಷರಿಗೆ	[258, 520, 566, 542]
teaching-body: ● ಸುದ್ದಿಮೂಲ ವಾರ್ತೆ ರಾಯಚೂರು, ಜೂ.12: ಮಕ್ಕಳಿಗೆ ಕೆಲಸ ಕೊಡಬೇಡಿ ಅಭಿಯಾನದ ಅಂಗವಾಗಿ ಚೈಲ್ಡ್ ಫಂಡ್ ಇಂಡಿಯಾ ಸಂಸ್ಥೆ ಜಿಲ್ಲಾಧಿಕಾರಿಗಳಿಗೆ ಮನವಿ ಸಲ್ಲಿಸಿತು. ಮಕ್ಕಳಿಗೆ ಕೆಲಸ ಕೊಡಬೇಡಿ ಅಭಿಯಾನದ ಅಂಗವಾಗಿ ಚೈಲ್ಡ್ ಫಂಡ್ ಇಂಡಿಯಾ ಸಂಸ್ಥೆ ಜಿಲ್ಲಾಧಿಕಾರಿಗಳಿಗೆ ಮನವಿ ಸಲ್ಲಿಸಿತು. ಮಕ್ಕಳಿಗೆ ಕೆಲಸ ಕೊಡಬೇಡಿ ಅಭಿಯಾನದ ಅಂಗವಾಗಿ ಚೈಲ್ಡ್ ಫಂಡ್ ಇಂಡಿಯಾ ಸಂಸ್ಥೆ ಜಿಲ್ಲಾಧಿಕಾರಿಗಳಿಗೆ ಮನವಿ ಸಲ್ಲಿಸಿತು. ಮಕ್ಕಳಿಗೆ ಕೆಲಸ ಕೊಡಬೇಡಿ ಅಭಿಯಾನದ ಅಂಗವಾಗಿ ಚೈಲ್ಡ್ ಫಂಡ್ ಇಂಡಿಯಾ ಸಂಸ್ಥೆ ಜಿಲ್ಲಾಧಿಕಾರಿಗಳಿಗೆ ಮನವಿ ಸಲ್ಲಿಸಿತು.	[510, 922, 700, 1110]
city-editions	[319, 66, 644, 117]
donation-kicker: ನಿಯಮ ಮೀರಿ ಡೊನೇಶನ್ ಸಂಗ್ರಹ	[710, 784, 846, 798]
city-bengaluru[interactable]: • ಬೆಂಗಳೂರು	[319, 68, 371, 81]
yoga-story	[706, 512, 934, 774]
waqf-headline-2: ಅಭಿನಂದನಾ ಸಮಾರಂಭ - ಸೈಯದ್ ಖಾಲೀದ್ ಖಾದ್ರಿ	[258, 548, 581, 570]
city-koppal[interactable]: • ಕೊಪ್ಪಳ	[385, 85, 422, 98]
